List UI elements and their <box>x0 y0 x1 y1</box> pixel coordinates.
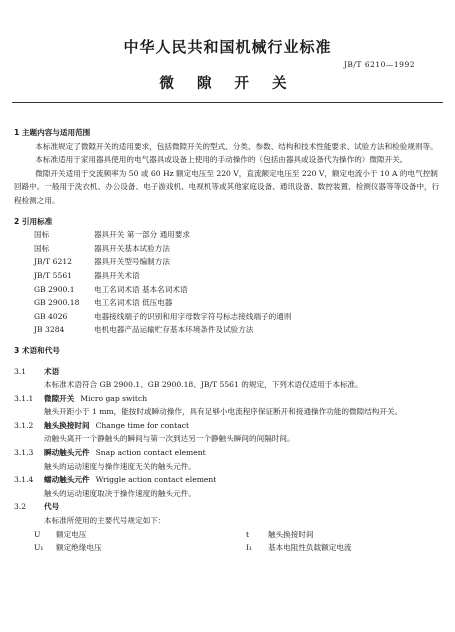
term-3-1-3-heading: 3.1.3 瞬动触头元件 Snap action contact element <box>14 448 206 458</box>
symbol-table <box>34 528 442 555</box>
reference-list <box>14 228 442 337</box>
section-2-heading: 2 引用标准 <box>14 216 53 226</box>
reference-item: JB/T 5561 器具开关术语 <box>34 270 140 280</box>
section-1-paragraph-2: 本标准适用于家用器具使用的电气器具或设备上使用的手动操作的（包括由器具或设备代为操作的）微隙开关。 <box>35 155 408 165</box>
term-3-1-3-definition: 触头的运动速度与操作速度无关的触头元件。 <box>44 461 196 471</box>
symbol-description: 触头换接时间 <box>268 529 314 539</box>
standard-title: 中华人民共和国机械行业标准 <box>123 38 332 56</box>
section-1-paragraph-3: 微隙开关适用于交流频率为 50 或 60 Hz 额定电压至 220 V，直流额定电压至 220 V，额定电流小于 10 A 的电气控制回路中。一般用于洗衣机、办公设备、电子游戏机、电视机等或其他家庭设备、通讯设备、数控装置、检测仪器等等设备中，行程检测之用。 <box>14 168 440 205</box>
symbol: U₁ <box>34 543 44 553</box>
symbol: I₁ <box>246 543 253 553</box>
term-3-2-intro: 本标准所使用的主要代号规定如下： <box>44 516 166 526</box>
symbol: t <box>246 529 250 539</box>
document-body <box>14 126 442 555</box>
term-3-1-2-heading: 3.1.2 触头换接时间 Change time for contact <box>14 420 190 430</box>
term-3-1-1-definition: 触头开距小于 1 mm，能按时或瞬动操作，具有足够小电流程序保证断开和接通操作功能的微隙结构开关。 <box>44 407 403 417</box>
section-1-heading: 1 主题内容与适用范围 <box>14 128 91 137</box>
term-3-1-intro: 本标准术语符合 GB 2900.1、GB 2900.18、JB/T 5561 的规定，下列术语仅适用于本标准。 <box>44 380 363 390</box>
section-1-paragraph-1: 本标准规定了微隙开关的适用要求，包括微隙开关的型式、分类、参数、结构和技术性能要求、试验方法和检验规则等。 <box>35 141 438 151</box>
reference-item: 国标 器具开关 第一部分 通用要求 <box>34 230 190 240</box>
standard-code: JB/T 6210—1992 <box>343 60 415 69</box>
document-title: 微 隙 开 关 <box>159 76 296 92</box>
symbol-description: 基本电阻性负载额定电流 <box>268 543 352 553</box>
term-3-1-4-definition: 触头的运动速度取决于操作速度的触头元件。 <box>44 488 196 498</box>
reference-item: 国标 器具开关基本试验方法 <box>34 243 170 253</box>
reference-item: GB 2900.1 电工名词术语 基本名词术语 <box>34 284 188 294</box>
term-3-1-heading: 3.1 术语 <box>14 366 60 376</box>
header-divider <box>12 102 443 103</box>
reference-item: GB 4026 电器接线端子的识别和用字母数字符号标志接线端子的通则 <box>34 311 292 321</box>
section-3-heading: 3 术语和代号 <box>14 345 60 355</box>
reference-item: JB 3284 电机电器产品运输贮存基本环境条件及试验方法 <box>34 325 254 335</box>
symbol-description: 额定电压 <box>56 529 87 539</box>
reference-item: JB/T 6212 器具开关型号编制方法 <box>34 257 170 267</box>
term-3-2-heading: 3.2 代号 <box>14 502 60 512</box>
symbol: U <box>34 529 41 539</box>
term-3-1-1-heading: 3.1.1 微隙开关 Micro gap switch <box>14 393 148 403</box>
term-3-1-2-definition: 动触头离开一个静触头的瞬间与第一次到达另一个静触头瞬间的间隔时间。 <box>44 434 295 444</box>
reference-item: GB 2900.18 电工名词术语 低压电器 <box>34 298 173 308</box>
symbol-description: 额定绝缘电压 <box>56 543 102 553</box>
term-3-1-4-heading: 3.1.4 蠕动触头元件 Wriggle action contact element <box>14 475 217 485</box>
